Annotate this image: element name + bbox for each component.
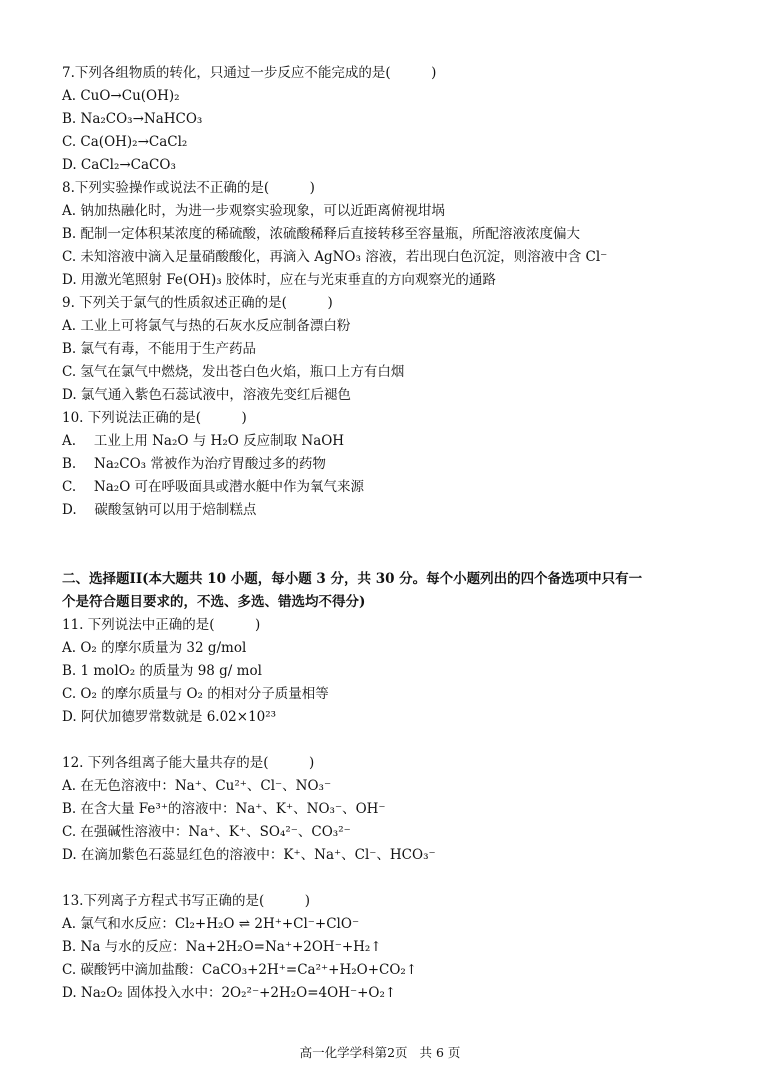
option-b: B. 1 molO₂ 的质量为 98 g/ mol (62, 663, 262, 679)
option-a: A. 钠加热融化时，为进一步观察实验现象，可以近距离俯视坩埚 (62, 203, 445, 219)
spacer (62, 545, 712, 568)
question-stem: 13.下列离子方程式书写正确的是( ) (62, 893, 311, 909)
option-d: D. 用激光笔照射 Fe(OH)₃ 胶体时，应在与光束垂直的方向观察光的通路 (62, 272, 496, 288)
option-c: C. 未知溶液中滴入足量硝酸酸化，再滴入 AgNO₃ 溶液，若出现白色沉淀，则溶液中含 Cl⁻ (62, 249, 608, 265)
question-stem: 9. 下列关于氯气的性质叙述正确的是( ) (62, 295, 333, 311)
option-b: B. 配制一定体积某浓度的稀硫酸，浓硫酸稀释后直接转移至容量瓶，所配溶液浓度偏大 (62, 226, 581, 242)
option-c: C. O₂ 的摩尔质量与 O₂ 的相对分子质量相等 (62, 686, 329, 702)
exam-page-content (62, 62, 712, 1005)
spacer (62, 867, 712, 890)
option-b: B. 氯气有毒，不能用于生产药品 (62, 341, 257, 357)
question-8 (62, 177, 712, 292)
section-heading-line: 个是符合题目要求的，不选、多选、错选均不得分) (62, 594, 366, 610)
option-d: D. 氯气通入紫色石蕊试液中，溶液先变红后褪色 (62, 387, 351, 403)
option-d: D. Na₂O₂ 固体投入水中：2O₂²⁻+2H₂O=4OH⁻+O₂↑ (62, 985, 397, 1001)
question-11 (62, 614, 712, 729)
question-stem: 11. 下列说法中正确的是( ) (62, 617, 261, 633)
option-a: A. 在无色溶液中：Na⁺、Cu²⁺、Cl⁻、NO₃⁻ (62, 778, 332, 794)
option-b: B. Na 与水的反应：Na+2H₂O=Na⁺+2OH⁻+H₂↑ (62, 939, 382, 955)
option-c: C. 碳酸钙中滴加盐酸：CaCO₃+2H⁺=Ca²⁺+H₂O+CO₂↑ (62, 962, 418, 978)
option-a: A. O₂ 的摩尔质量为 32 g/mol (62, 640, 247, 656)
option-b: B. Na₂CO₃→NaHCO₃ (62, 111, 203, 127)
question-stem: 10. 下列说法正确的是( ) (62, 410, 247, 426)
option-a: A. 工业上可将氯气与热的石灰水反应制备漂白粉 (62, 318, 351, 334)
option-c: C. 在强碱性溶液中：Na⁺、K⁺、SO₄²⁻、CO₃²⁻ (62, 824, 351, 840)
option-d: D. 碳酸氢钠可以用于焙制糕点 (62, 502, 257, 518)
spacer (62, 522, 712, 545)
option-b: B. Na₂CO₃ 常被作为治疗胃酸过多的药物 (62, 456, 326, 472)
question-stem: 8.下列实验操作或说法不正确的是( ) (62, 180, 315, 196)
page-footer (0, 1043, 760, 1061)
option-d: D. 在滴加紫色石蕊显红色的溶液中：K⁺、Na⁺、Cl⁻、HCO₃⁻ (62, 847, 436, 863)
option-a: A. 氯气和水反应：Cl₂+H₂O ⇌ 2H⁺+Cl⁻+ClO⁻ (62, 916, 360, 932)
option-a: A. 工业上用 Na₂O 与 H₂O 反应制取 NaOH (62, 433, 345, 449)
question-stem: 12. 下列各组离子能大量共存的是( ) (62, 755, 315, 771)
option-d: D. 阿伏加德罗常数就是 6.02×10²³ (62, 709, 277, 725)
question-9 (62, 292, 712, 407)
footer-total-pages: 共 6 页 (419, 1045, 461, 1060)
question-stem: 7.下列各组物质的转化，只通过一步反应不能完成的是( ) (62, 65, 437, 81)
section-2-heading (62, 568, 712, 614)
question-7 (62, 62, 712, 177)
option-a: A. CuO→Cu(OH)₂ (62, 88, 180, 104)
section-heading-line: 二、选择题II(本大题共 10 小题，每小题 3 分，共 30 分。每个小题列出的四个备选项中只有一 (62, 571, 643, 587)
question-12 (62, 752, 712, 867)
spacer (62, 729, 712, 752)
footer-page-label: 高一化学学科第2页 (299, 1045, 408, 1060)
question-13 (62, 890, 712, 1005)
option-c: C. 氢气在氯气中燃烧，发出苍白色火焰，瓶口上方有白烟 (62, 364, 405, 380)
option-d: D. CaCl₂→CaCO₃ (62, 157, 176, 173)
question-10 (62, 407, 712, 522)
option-c: C. Na₂O 可在呼吸面具或潜水艇中作为氧气来源 (62, 479, 365, 495)
option-c: C. Ca(OH)₂→CaCl₂ (62, 134, 188, 150)
option-b: B. 在含大量 Fe³⁺的溶液中：Na⁺、K⁺、NO₃⁻、OH⁻ (62, 801, 386, 817)
